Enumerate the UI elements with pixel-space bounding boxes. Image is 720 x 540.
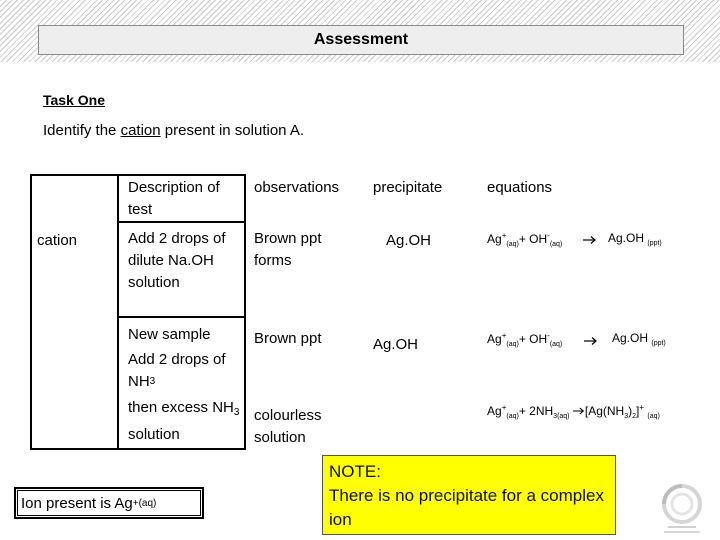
row2-description-line2: Add 2 drops of NH3: [128, 351, 226, 390]
row3-observation: colourless solution: [254, 407, 322, 446]
table-divider-label: [117, 174, 119, 450]
note-heading: NOTE:: [329, 462, 381, 481]
prompt-pre: Identify the: [43, 122, 121, 139]
row2-precipitate: Ag.OH: [373, 336, 419, 353]
arrow-right-icon: [583, 235, 597, 245]
note-text: There is no precipitate for a complex ion: [329, 486, 604, 529]
table-border-bottom: [30, 448, 246, 450]
row3-equation: $Ag^+_{(aq)}+ 2NH_{3(aq)}$ $[Ag(NH_3)_2]^+$ $_{(aq)}$: [487, 403, 660, 420]
header-description: Description of test: [128, 179, 220, 218]
row2-observation: Brown ppt: [254, 330, 322, 347]
table-border-top: [30, 174, 246, 176]
row2-product: Ag.OH $_{(ppt)}$: [612, 331, 666, 347]
ion-present-box: Ion present is Ag + (aq): [14, 487, 204, 519]
arrow-right-icon: [573, 406, 585, 416]
row1-product: Ag.OH $_{(ppt)}$: [608, 231, 662, 247]
table-border-left: [30, 174, 32, 450]
prompt-post: present in solution A.: [160, 122, 305, 139]
arrow-right-icon: [584, 336, 598, 346]
table-row-divider-1: [117, 221, 246, 223]
header-equations: equations: [487, 179, 553, 196]
table-divider-description: [244, 174, 246, 450]
row1-description: Add 2 drops of dilute Na.OH solution: [128, 230, 226, 291]
note-box: [322, 455, 616, 535]
row1-precipitate: Ag.OH: [386, 232, 432, 249]
prompt-cation: cation: [120, 122, 161, 139]
header-observations: observations: [254, 179, 340, 196]
row2-equation: $Ag^+_{(aq)}+ OH^-_{(aq)}$: [487, 331, 563, 348]
science-logo-icon: [650, 480, 714, 536]
page-title: Assessment: [38, 25, 684, 55]
row-label-cation: cation: [37, 232, 78, 249]
table-row-divider-2: [117, 316, 246, 318]
row1-equation: $Ag^+_{(aq)}+ OH^-_{(aq)}$: [487, 231, 563, 248]
row3-description: then excess $NH_3$ solution: [128, 399, 240, 443]
task-prompt: [43, 122, 304, 139]
header-precipitate: precipitate: [373, 179, 443, 196]
task-heading: Task One: [43, 92, 105, 108]
row2-description-line1: New sample: [128, 326, 211, 343]
row1-observation: Brown ppt forms: [254, 230, 322, 269]
